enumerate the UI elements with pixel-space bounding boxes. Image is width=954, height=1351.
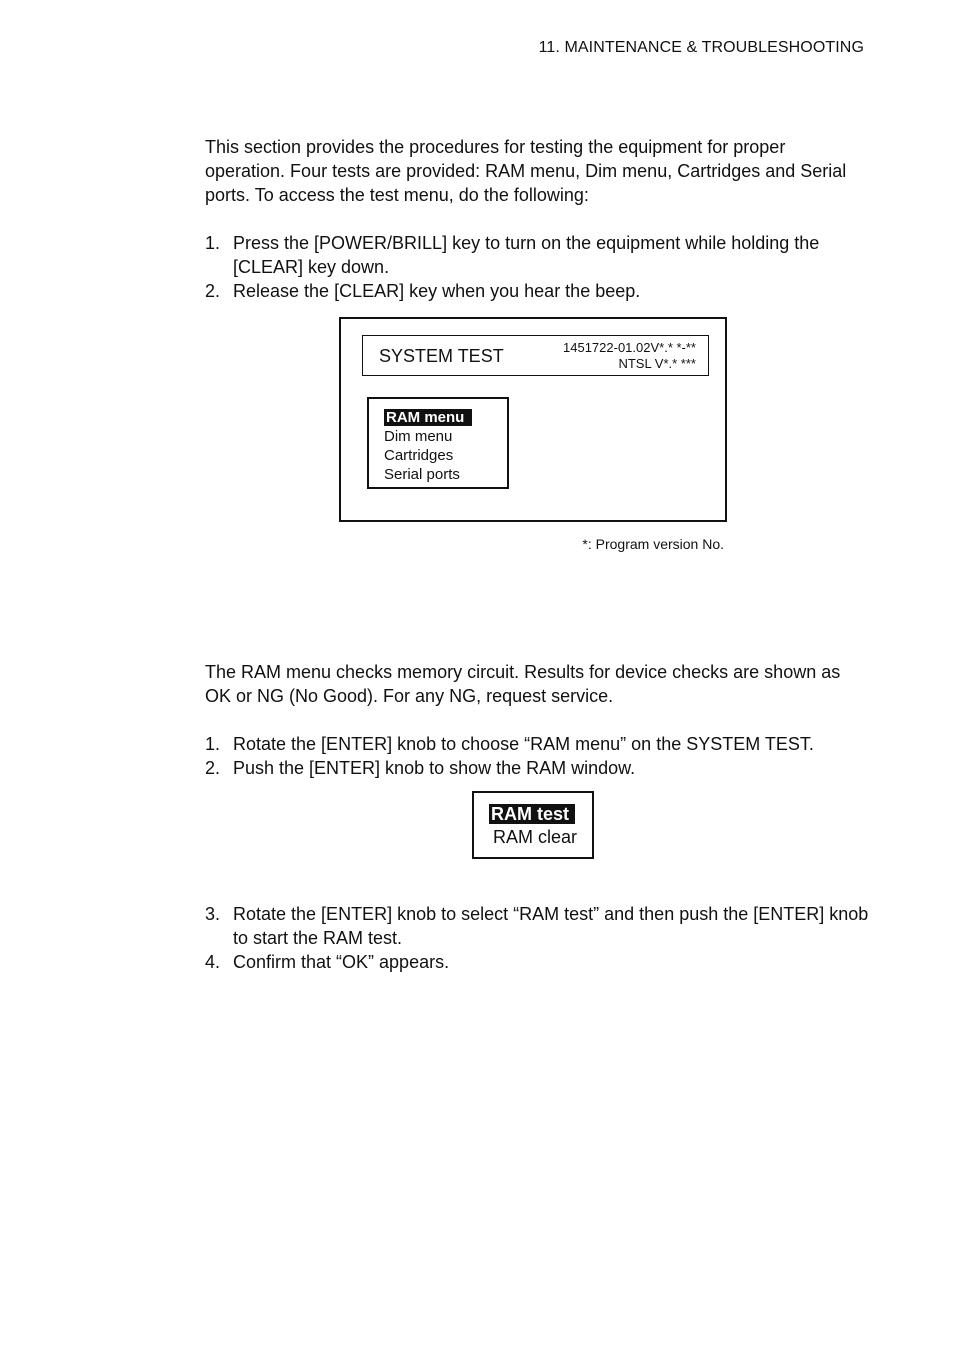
system-test-title: SYSTEM TEST [379,346,504,366]
version-line-1: 1451722-01.02V*.* *-** [563,340,696,355]
list-item [205,950,870,974]
ram-window [472,791,594,859]
menu-item-ram-test[interactable] [474,803,592,826]
system-test-titlebar [362,335,709,376]
ram-paragraph: The RAM menu checks memory circuit. Results for device checks are shown as OK or NG (No Good). For any NG, request service. [205,662,841,706]
version-info [563,340,696,372]
version-line-2: NTSL V*.* *** [618,356,696,371]
step-number: 1. [205,734,221,754]
step-number: 4. [205,952,221,972]
test-menu [367,397,509,489]
menu-item-cartridges[interactable]: Cartridges [384,447,454,464]
ram-steps-a [205,732,870,780]
list-item [205,902,870,950]
step-text: Push the [ENTER] knob to show the RAM window. [233,758,636,778]
menu-item-dim-menu[interactable]: Dim menu [384,428,453,445]
step-text: Confirm that “OK” appears. [233,952,450,972]
menu-item-ram-menu[interactable] [369,408,507,427]
menu-item-serial-ports[interactable]: Serial ports [384,466,460,483]
intro-steps [205,231,870,303]
list-item [205,231,870,279]
step-number: 2. [205,281,221,301]
step-text: Rotate the [ENTER] knob to select “RAM test” and then push the [ENTER] knob to start the RAM test. [233,904,869,948]
step-number: 1. [205,233,221,253]
step-number: 3. [205,904,221,924]
list-item [205,279,870,303]
footnote: *: Program version No. [582,536,724,552]
system-test-screen [339,317,727,522]
step-text: Rotate the [ENTER] knob to choose “RAM menu” on the SYSTEM TEST. [233,734,814,754]
menu-item-label: RAM test [489,804,575,824]
step-number: 2. [205,758,221,778]
ram-steps-b [205,902,870,974]
menu-item-ram-clear[interactable]: RAM clear [493,827,578,847]
list-item [205,756,870,780]
list-item [205,732,870,756]
step-text: Release the [CLEAR] key when you hear the beep. [233,281,641,301]
intro-paragraph: This section provides the procedures for testing the equipment for proper operation. Four tests are provided: RAM menu, Dim menu, Cartridges and Serial ports. To access the test menu, do the following: [205,137,847,205]
step-text: Press the [POWER/BRILL] key to turn on the equipment while holding the [CLEAR] key down. [233,233,820,277]
menu-item-label: RAM menu [384,409,472,426]
chapter-header: 11. MAINTENANCE & TROUBLESHOOTING [538,39,864,56]
